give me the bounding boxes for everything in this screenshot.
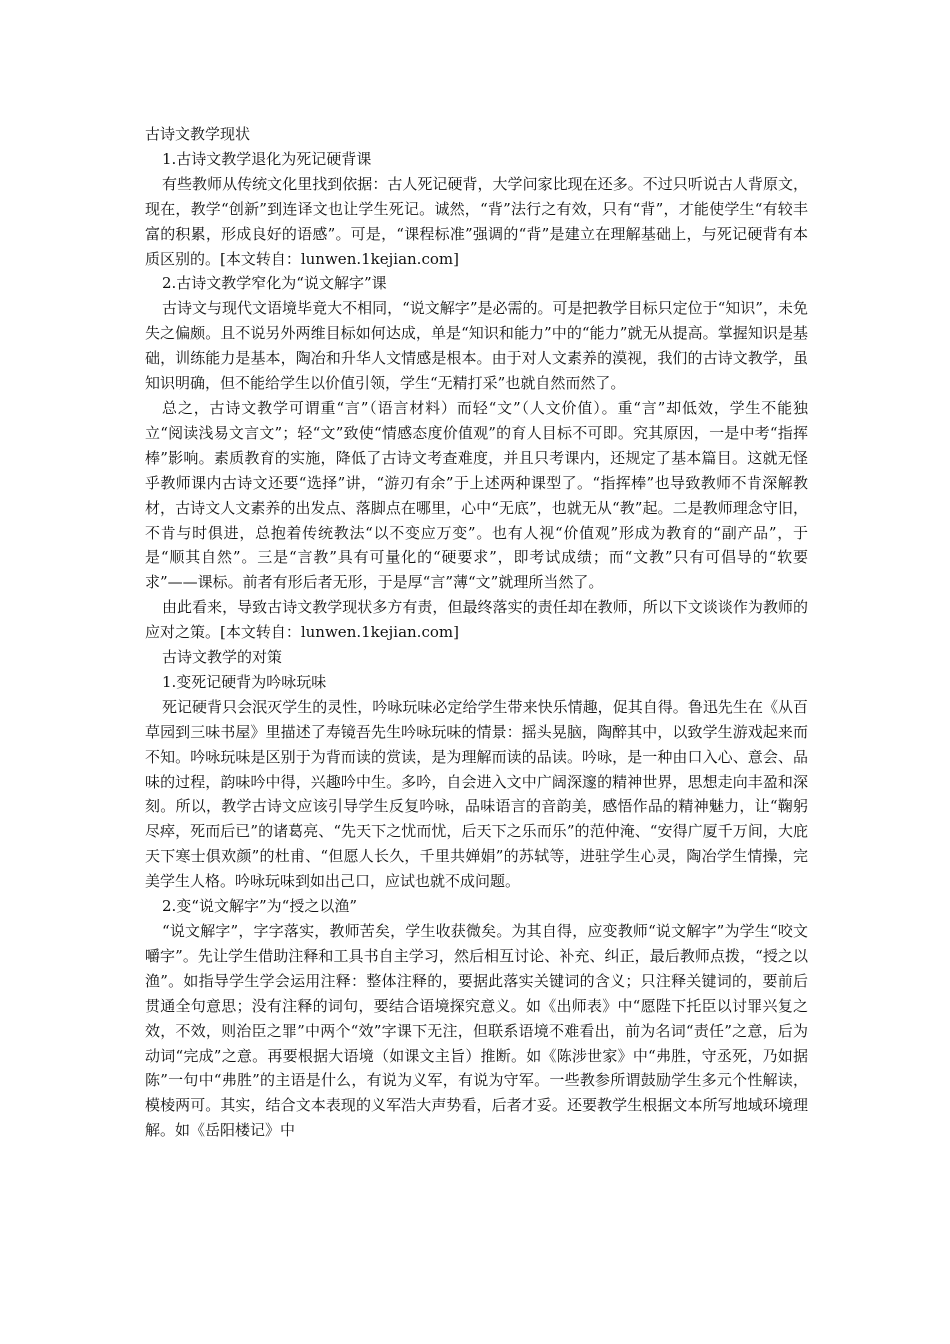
subsection-heading: 1.变死记硬背为吟咏玩味 <box>162 672 327 691</box>
subsection-heading: 2.变“说文解字”为“授之以渔” <box>162 897 357 916</box>
body-paragraph: 死记硬背只会泯灭学生的灵性，吟咏玩味必定给学生带来快乐情趣，促其自得。鲁迅先生在《从百草园到三味书屋》里描述了寿镜吾先生吟咏玩味的情景：摇头晃脑，陶醉其中，以致学生游戏起来而不知。吟咏玩味是区别于为背而读的赏读，是为理解而读的品读。吟咏，是一种由口入心、意会、品味的过程，韵味吟中得，兴趣吟中生。多吟，自会进入文中广阔深邃的精神世界，思想走向丰盈和深刻。所以，教学古诗文应该引导学生反复吟咏，品味语言的音韵美，感悟作品的精神魅力，让“鞠躬尽瘁，死而后已”的诸葛亮、“先天下之忧而忧，后天下之乐而乐”的范仲淹、“安得广厦千万间，大庇天下寒士俱欢颜”的杜甫、“但愿人长久，千里共婵娟”的苏轼等，进驻学生心灵，陶冶学生情操，完美学生人格。吟咏玩味到如出己口，应试也就不成问题。 <box>145 697 808 891</box>
subsection-heading: 1.古诗文教学退化为死记硬背课 <box>162 149 372 168</box>
body-paragraph: 古诗文与现代文语境毕竟大不相同，“说文解字”是必需的。可是把教学目标只定位于“知识”，未免失之偏颇。且不说另外两维目标如何达成，单是“知识和能力”中的“能力”就无从提高。掌握知识是基础，训练能力是基本，陶冶和升华人文情感是根本。由于对人文素养的漠视，我们的古诗文教学，虽知识明确，但不能给学生以价值引领，学生“无精打采”也就自然而然了。 <box>145 299 808 393</box>
section-heading: 古诗文教学现状 <box>145 125 251 143</box>
subsection-heading: 2.古诗文教学窄化为“说文解字”课 <box>162 274 387 293</box>
section-heading: 古诗文教学的对策 <box>162 648 283 667</box>
body-paragraph: 有些教师从传统文化里找到依据：古人死记硬背，大学问家比现在还多。不过只听说古人背原文，现在，教学“创新”到连译文也让学生死记。诚然，“背”法行之有效，只有“背”，才能使学生“有较丰富的积累，形成良好的语感”。可是，“课程标准”强调的“背”是建立在理解基础上，与死记硬背有本质区别的。[本文转自：lunwen.1kejian.com] <box>145 174 808 268</box>
body-paragraph: “说文解字”，字字落实，教师苦矣，学生收获微矣。为其自得，应变教师“说文解字”为学生“咬文嚼字”。先让学生借助注释和工具书自主学习，然后相互讨论、补充、纠正，最后教师点拨，“授之以渔”。如指导学生学会运用注释：整体注释的，要据此落实关键词的含义；只注释关键词的，要前后贯通全句意思；没有注释的词句，要结合语境探究意义。如《出师表》中“愿陛下托臣以讨罪兴复之效，不效，则治臣之罪”中两个“效”字课下无注，但联系语境不难看出，前为名词“责任”之意，后为动词“完成”之意。再要根据大语境（如课文主旨）推断。如《陈涉世家》中“弗胜，守丞死，乃如据陈”一句中“弗胜”的主语是什么，有说为义军，有说为守军。一些教参所谓鼓励学生多元个性解读，模棱两可。其实，结合文本表现的义军浩大声势看，后者才妥。还要教学生根据文本所写地域环境理解。如《岳阳楼记》中 <box>145 922 808 1140</box>
body-paragraph: 总之，古诗文教学可谓重“言”（语言材料）而轻“文”（人文价值）。重“言”却低效，学生不能独立“阅读浅易文言文”；轻“文”致使“情感态度价值观”的育人目标不可即。究其原因，一是中考“指挥棒”影响。素质教育的实施，降低了古诗文考查难度，并且只考课内，还规定了基本篇目。这就无怪乎教师课内古诗文还要“选择”讲，“游刃有余”于上述两种课型了。“指挥棒”也导致教师不肯深解教材，古诗文人文素养的出发点、落脚点在哪里，心中“无底”，也就无从“教”起。二是教师理念守旧，不肯与时俱进，总抱着传统教法“以不变应万变”。也有人视“价值观”形成为教育的“副产品”，于是“顺其自然”。三是“言教”具有可量化的“硬要求”，即考试成绩；而“文教”只有可倡导的“软要求”——课标。前者有形后者无形，于是厚“言”薄“文”就理所当然了。 <box>145 398 808 592</box>
document-body <box>145 122 808 1143</box>
body-paragraph: 由此看来，导致古诗文教学现状多方有责，但最终落实的责任却在教师，所以下文谈谈作为教师的应对之策。[本文转自：lunwen.1kejian.com] <box>145 598 808 642</box>
